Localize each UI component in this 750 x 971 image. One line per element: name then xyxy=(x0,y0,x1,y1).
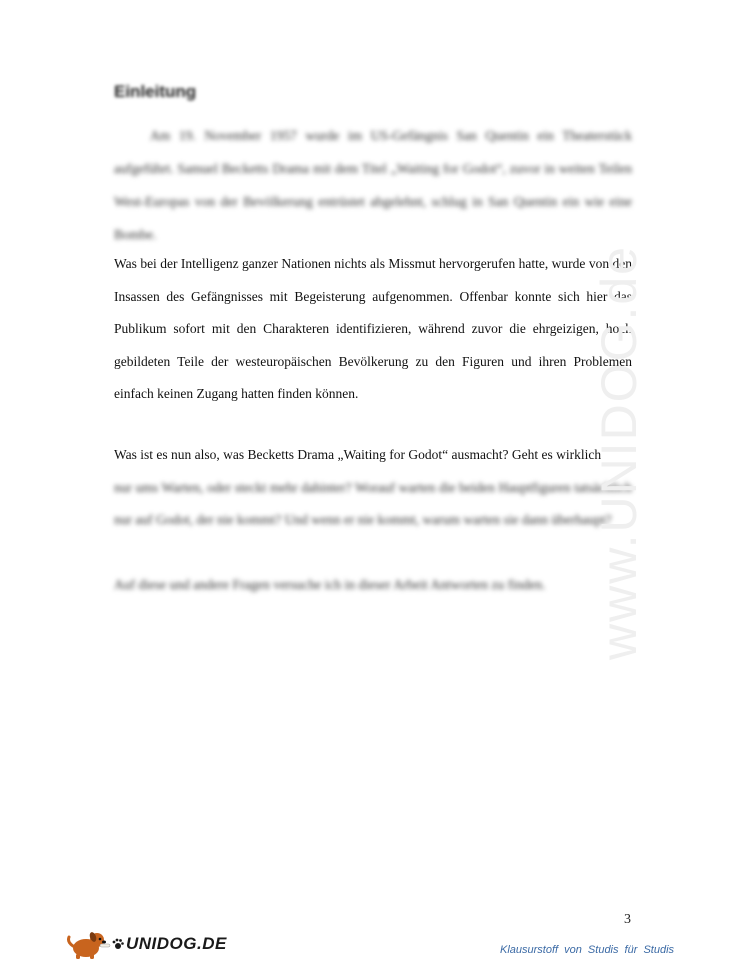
unidog-logo xyxy=(66,928,227,960)
paragraph-questions-blurred: nur ums Warten, oder steckt mehr dahinter? Worauf warten die beiden Hauptfiguren tatsächlich nur auf Godot, der nie kommt? Und wenn er nie kommt, warum warten sie dann überhaupt? xyxy=(114,479,632,527)
paragraph-closing-blurred: Auf diese und andere Fragen versuche ich in dieser Arbeit Antworten zu finden. xyxy=(114,577,546,592)
paragraph-intro-blurred: Am 19. November 1957 wurde im US-Gefängnis San Quentin ein Theaterstück aufgeführt. Samuel Becketts Drama mit dem Titel „Waiting for Godot“, zuvor in weiten Teilen West-Europas von der Bevölkerung entrüstet abgelehnt, schlug in San Quentin ein wie eine Bombe. xyxy=(114,128,632,242)
page-number: 3 xyxy=(624,912,631,927)
section-heading: Einleitung xyxy=(114,82,197,101)
paw-icon xyxy=(112,938,124,950)
footer-tagline: Klausurstoff von Studis für Studis xyxy=(500,944,675,956)
paragraph-body: Was bei der Intelligenz ganzer Nationen nichts als Missmut hervorgerufen hatte, wurde von den Insassen des Gefängnisses mit Begeisterung aufgenommen. Offenbar konnte sich hier das Publikum sofort mit den Charakteren identifizieren, während zuvor die ehrgeizigen, hoch gebildeten Teile der westeuropäischen Bevölkerung zu den Figuren und ihren Problemen einfach keinen Zugang hatten finden können. xyxy=(114,256,632,401)
logo-text: UNIDOG.DE xyxy=(126,934,227,953)
watermark-text: www.UNIDOG.de xyxy=(591,245,647,660)
paragraph-questions-visible: Was ist es nun also, was Becketts Drama „Waiting for Godot“ ausmacht? Geht es wirklich xyxy=(114,447,602,462)
dog-mascot-icon xyxy=(66,928,112,960)
paragraph-questions xyxy=(114,439,632,537)
